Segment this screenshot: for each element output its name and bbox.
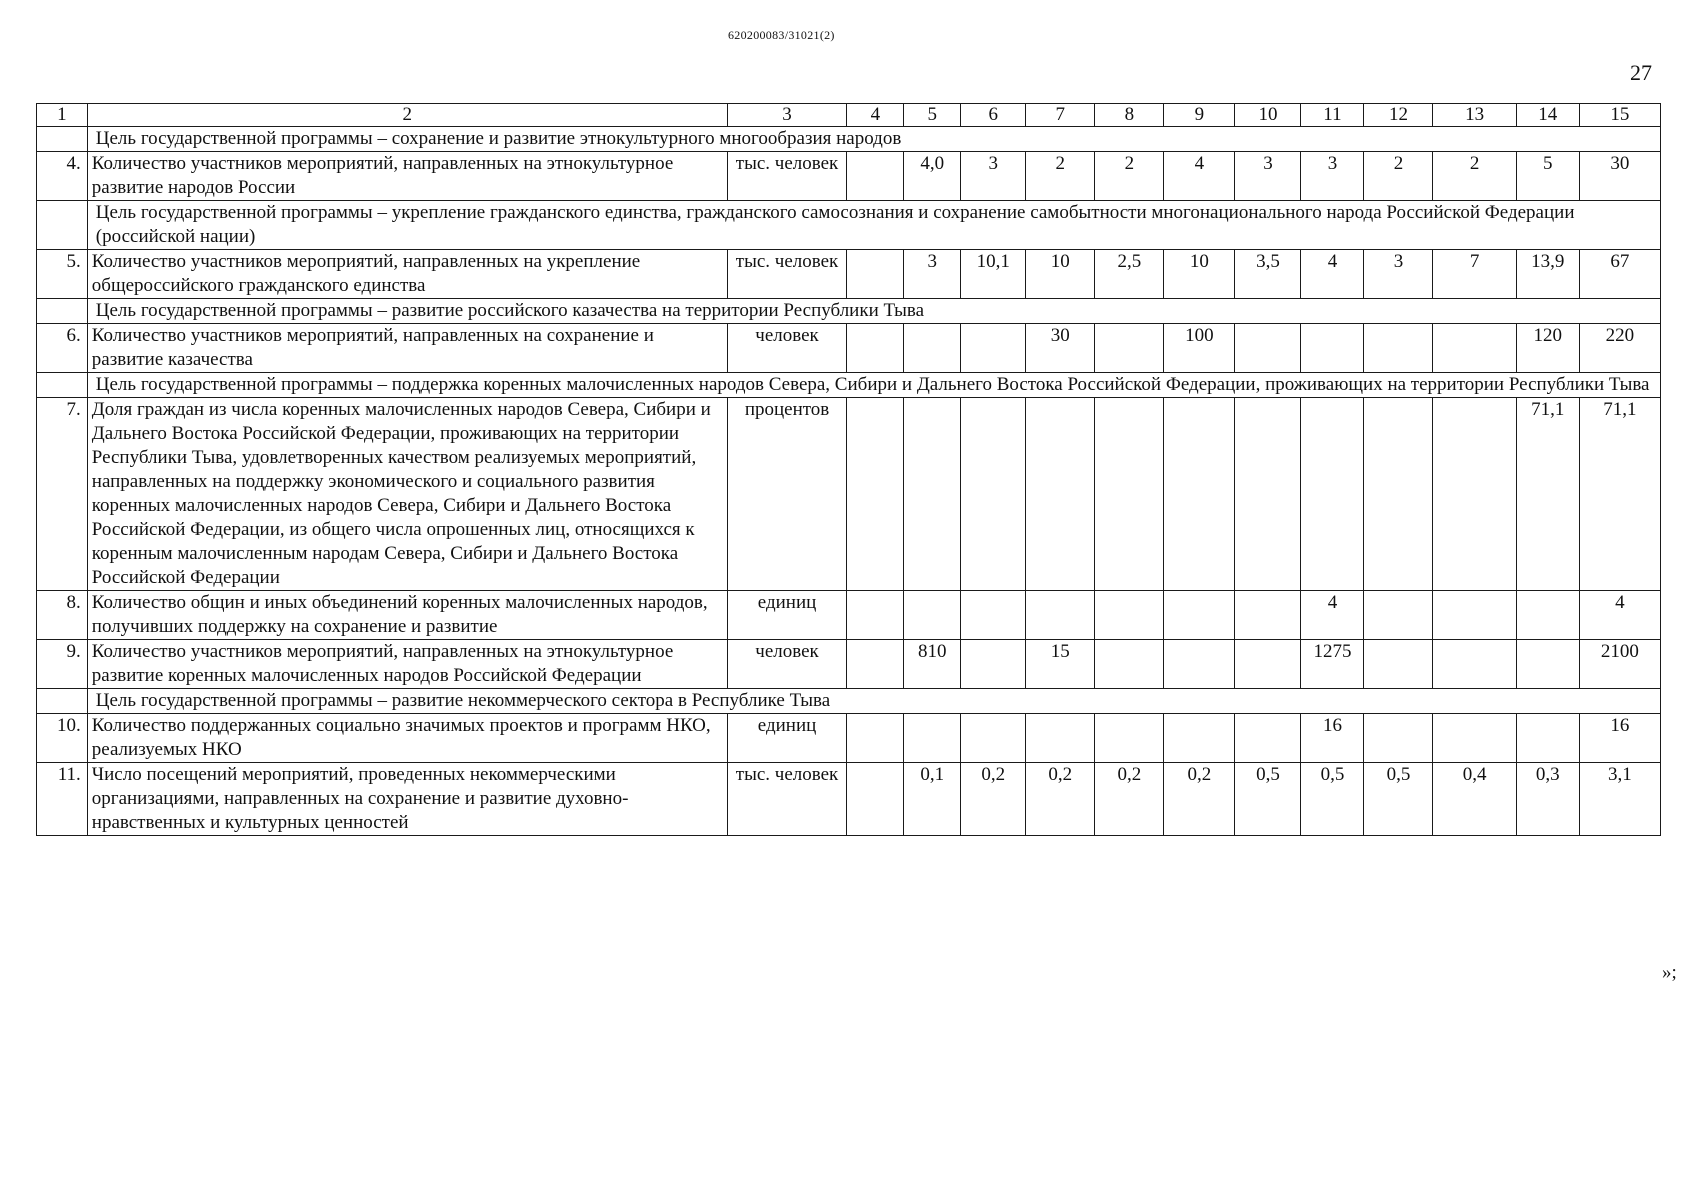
- goal-text: Цель государственной программы – укрепление гражданского единства, гражданского самосознания и сохранение самобытности многонационального народа Российской Федерации (российской нации): [87, 201, 1660, 250]
- value-cell: 3: [1364, 250, 1433, 299]
- value-cell: [1095, 714, 1164, 763]
- indicator-name: Количество участников мероприятий, направленных на этнокультурное развитие народов России: [87, 152, 727, 201]
- value-cell: 0,1: [904, 763, 961, 836]
- value-cell: [961, 640, 1026, 689]
- goal-text: Цель государственной программы – развитие российского казачества на территории Республики Тыва: [87, 299, 1660, 324]
- value-cell: [1433, 324, 1516, 373]
- page-number: 27: [1630, 60, 1652, 85]
- value-cell: [904, 324, 961, 373]
- header-row: [37, 104, 1661, 127]
- value-cell: [1095, 591, 1164, 640]
- goal-row: [37, 689, 1661, 714]
- value-cell: 4,0: [904, 152, 961, 201]
- value-cell: 10: [1026, 250, 1095, 299]
- value-cell: 30: [1026, 324, 1095, 373]
- unit-cell: человек: [727, 324, 847, 373]
- value-cell: 4: [1301, 250, 1364, 299]
- indicator-row: [37, 152, 1661, 201]
- value-cell: 4: [1301, 591, 1364, 640]
- value-cell: [847, 398, 904, 591]
- value-cell: [1364, 714, 1433, 763]
- value-cell: [1164, 591, 1235, 640]
- row-number: 7.: [37, 398, 88, 591]
- indicator-name: Количество участников мероприятий, направленных на этнокультурное развитие коренных малочисленных народов Российской Федерации: [87, 640, 727, 689]
- value-cell: 2: [1364, 152, 1433, 201]
- closing-quote: »;: [1662, 962, 1677, 983]
- value-cell: [847, 250, 904, 299]
- value-cell: 3: [1301, 152, 1364, 201]
- value-cell: 0,3: [1516, 763, 1579, 836]
- value-cell: [1095, 398, 1164, 591]
- header-cell: 3: [727, 104, 847, 127]
- indicators-table: [36, 103, 1661, 836]
- indicator-row: [37, 640, 1661, 689]
- value-cell: [904, 398, 961, 591]
- value-cell: [961, 591, 1026, 640]
- value-cell: 2,5: [1095, 250, 1164, 299]
- row-number: 4.: [37, 152, 88, 201]
- value-cell: 67: [1579, 250, 1660, 299]
- header-cell: 10: [1235, 104, 1301, 127]
- goal-row: [37, 299, 1661, 324]
- header-cell: 15: [1579, 104, 1660, 127]
- value-cell: [1235, 324, 1301, 373]
- value-cell: 10,1: [961, 250, 1026, 299]
- value-cell: [1235, 398, 1301, 591]
- value-cell: 5: [1516, 152, 1579, 201]
- row-number: 9.: [37, 640, 88, 689]
- value-cell: [1095, 640, 1164, 689]
- indicator-name: Доля граждан из числа коренных малочисленных народов Севера, Сибири и Дальнего Востока Российской Федерации, проживающих на территории Республики Тыва, удовлетворенных качеством реализуемых мероприятий, направленных на поддержку экономического и социального развития коренных малочисленных народов Севера, Сибири и Дальнего Востока Российской Федерации, из общего числа опрошенных лиц, относящихся к коренным малочисленным народам Севера, Сибири и Дальнего Востока Российской Федерации: [87, 398, 727, 591]
- value-cell: 10: [1164, 250, 1235, 299]
- value-cell: 4: [1164, 152, 1235, 201]
- value-cell: [847, 640, 904, 689]
- value-cell: 16: [1579, 714, 1660, 763]
- indicator-row: [37, 763, 1661, 836]
- value-cell: [847, 152, 904, 201]
- header-cell: 12: [1364, 104, 1433, 127]
- indicator-row: [37, 591, 1661, 640]
- unit-cell: тыс. человек: [727, 763, 847, 836]
- row-number: 10.: [37, 714, 88, 763]
- header-cell: 6: [961, 104, 1026, 127]
- value-cell: 71,1: [1579, 398, 1660, 591]
- row-number: 5.: [37, 250, 88, 299]
- value-cell: [1516, 640, 1579, 689]
- row-number: 11.: [37, 763, 88, 836]
- value-cell: [1164, 714, 1235, 763]
- goal-blank-cell: [37, 127, 88, 152]
- value-cell: [904, 591, 961, 640]
- value-cell: [1301, 398, 1364, 591]
- goal-row: [37, 373, 1661, 398]
- value-cell: [961, 714, 1026, 763]
- value-cell: 0,2: [961, 763, 1026, 836]
- value-cell: 3: [1235, 152, 1301, 201]
- value-cell: 2: [1026, 152, 1095, 201]
- goal-row: [37, 201, 1661, 250]
- value-cell: 0,2: [1026, 763, 1095, 836]
- value-cell: [1516, 591, 1579, 640]
- header-cell: 1: [37, 104, 88, 127]
- value-cell: [1516, 714, 1579, 763]
- value-cell: [1026, 398, 1095, 591]
- header-cell: 7: [1026, 104, 1095, 127]
- goal-blank-cell: [37, 299, 88, 324]
- value-cell: [1364, 591, 1433, 640]
- indicator-name: Число посещений мероприятий, проведенных некоммерческими организациями, направленных на сохранение и развитие духовно-нравственных и культурных ценностей: [87, 763, 727, 836]
- header-cell: 13: [1433, 104, 1516, 127]
- indicator-name: Количество общин и иных объединений коренных малочисленных народов, получивших поддержку на сохранение и развитие: [87, 591, 727, 640]
- value-cell: [847, 714, 904, 763]
- indicator-name: Количество участников мероприятий, направленных на укрепление общероссийского гражданского единства: [87, 250, 727, 299]
- goal-text: Цель государственной программы – развитие некоммерческого сектора в Республике Тыва: [87, 689, 1660, 714]
- value-cell: 15: [1026, 640, 1095, 689]
- goal-blank-cell: [37, 201, 88, 250]
- value-cell: 120: [1516, 324, 1579, 373]
- value-cell: [847, 324, 904, 373]
- value-cell: [847, 591, 904, 640]
- value-cell: [1364, 640, 1433, 689]
- value-cell: 2: [1433, 152, 1516, 201]
- value-cell: 4: [1579, 591, 1660, 640]
- goal-blank-cell: [37, 373, 88, 398]
- goal-text: Цель государственной программы – поддержка коренных малочисленных народов Севера, Сибири и Дальнего Востока Российской Федерации, проживающих на территории Республики Тыва: [87, 373, 1660, 398]
- value-cell: 0,5: [1301, 763, 1364, 836]
- value-cell: [1164, 398, 1235, 591]
- value-cell: [1235, 714, 1301, 763]
- value-cell: 100: [1164, 324, 1235, 373]
- value-cell: 0,4: [1433, 763, 1516, 836]
- row-number: 6.: [37, 324, 88, 373]
- value-cell: [1364, 324, 1433, 373]
- header-cell: 2: [87, 104, 727, 127]
- row-number: 8.: [37, 591, 88, 640]
- indicator-row: [37, 714, 1661, 763]
- value-cell: 0,5: [1235, 763, 1301, 836]
- value-cell: [1433, 398, 1516, 591]
- document-code: 620200083/31021(2): [728, 28, 835, 42]
- value-cell: 30: [1579, 152, 1660, 201]
- value-cell: 0,5: [1364, 763, 1433, 836]
- indicator-row: [37, 250, 1661, 299]
- value-cell: [1301, 324, 1364, 373]
- value-cell: 2100: [1579, 640, 1660, 689]
- goal-row: [37, 127, 1661, 152]
- value-cell: [904, 714, 961, 763]
- value-cell: 16: [1301, 714, 1364, 763]
- header-cell: 11: [1301, 104, 1364, 127]
- value-cell: [961, 398, 1026, 591]
- header-cell: 14: [1516, 104, 1579, 127]
- value-cell: [847, 763, 904, 836]
- value-cell: [1164, 640, 1235, 689]
- value-cell: [1433, 591, 1516, 640]
- unit-cell: человек: [727, 640, 847, 689]
- goal-text: Цель государственной программы – сохранение и развитие этнокультурного многообразия народов: [87, 127, 1660, 152]
- value-cell: 0,2: [1164, 763, 1235, 836]
- value-cell: 7: [1433, 250, 1516, 299]
- value-cell: 3: [904, 250, 961, 299]
- value-cell: [1235, 591, 1301, 640]
- unit-cell: единиц: [727, 591, 847, 640]
- header-cell: 5: [904, 104, 961, 127]
- value-cell: 3,1: [1579, 763, 1660, 836]
- value-cell: 1275: [1301, 640, 1364, 689]
- value-cell: 13,9: [1516, 250, 1579, 299]
- header-cell: 4: [847, 104, 904, 127]
- indicator-row: [37, 324, 1661, 373]
- unit-cell: тыс. человек: [727, 152, 847, 201]
- value-cell: [1026, 591, 1095, 640]
- value-cell: [1095, 324, 1164, 373]
- value-cell: [1433, 640, 1516, 689]
- value-cell: [961, 324, 1026, 373]
- value-cell: [1026, 714, 1095, 763]
- goal-blank-cell: [37, 689, 88, 714]
- value-cell: 220: [1579, 324, 1660, 373]
- value-cell: 3: [961, 152, 1026, 201]
- indicator-name: Количество участников мероприятий, направленных на сохранение и развитие казачества: [87, 324, 727, 373]
- value-cell: 810: [904, 640, 961, 689]
- value-cell: [1364, 398, 1433, 591]
- value-cell: [1235, 640, 1301, 689]
- header-cell: 9: [1164, 104, 1235, 127]
- header-cell: 8: [1095, 104, 1164, 127]
- value-cell: [1433, 714, 1516, 763]
- unit-cell: тыс. человек: [727, 250, 847, 299]
- value-cell: 0,2: [1095, 763, 1164, 836]
- indicator-name: Количество поддержанных социально значимых проектов и программ НКО, реализуемых НКО: [87, 714, 727, 763]
- indicator-row: [37, 398, 1661, 591]
- value-cell: 71,1: [1516, 398, 1579, 591]
- value-cell: 2: [1095, 152, 1164, 201]
- unit-cell: единиц: [727, 714, 847, 763]
- unit-cell: процентов: [727, 398, 847, 591]
- value-cell: 3,5: [1235, 250, 1301, 299]
